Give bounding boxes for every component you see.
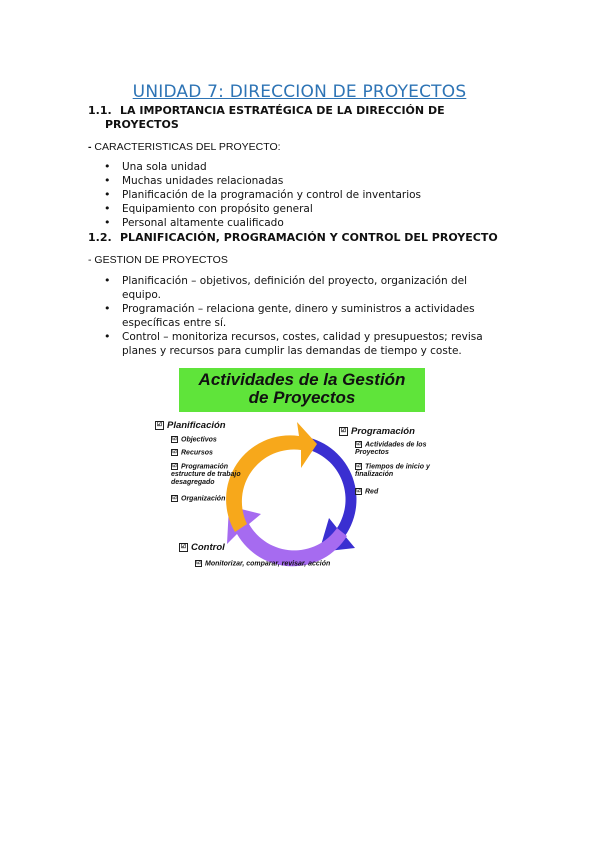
control-item: ☑ Monitorizar, comparar, revisar, acción <box>196 560 331 568</box>
label-text: CARACTERISTICAS DEL PROYECTO: <box>94 141 281 153</box>
management-list <box>104 274 504 358</box>
section-heading-1-2 <box>88 231 498 245</box>
list-item: • Una sola unidad <box>104 160 504 174</box>
checkbox-icon: ☑ <box>172 449 177 455</box>
planificacion-item: ☑ Programación estructure de trabajo desagregado <box>171 463 241 487</box>
control-label: ☑ Control <box>180 542 225 553</box>
characteristics-list <box>104 160 504 230</box>
section-number: 1.1. <box>88 104 112 117</box>
programacion-item: ☑ Tiempos de inicio y finalización <box>355 463 430 479</box>
list-item: • Personal altamente cualificado <box>104 216 504 230</box>
checkbox-icon: ☑ <box>172 463 177 469</box>
checkbox-icon: ☑ <box>172 495 177 501</box>
planificacion-item: ☑ Objectivos <box>172 436 217 444</box>
section-title: LA IMPORTANCIA ESTRATÉGICA DE LA DIRECCIÓN DE <box>120 104 445 117</box>
section-number: 1.2. <box>88 231 112 244</box>
project-management-diagram <box>151 364 447 576</box>
checkbox-icon: ☑ <box>356 488 361 494</box>
list-item: • Muchas unidades relacionadas <box>104 174 504 188</box>
diagram-title-line2: de Proyectos <box>248 388 356 407</box>
list-item: • Programación – relaciona gente, dinero y suministros a actividades específicas entre sí. <box>104 302 504 330</box>
checkbox-icon: ☑ <box>356 441 361 447</box>
checkbox-icon: ☑ <box>340 427 347 434</box>
management-label: - GESTION DE PROYECTOS <box>88 254 228 266</box>
checkbox-icon: ☑ <box>156 421 163 428</box>
checkbox-icon: ☑ <box>172 436 177 442</box>
section-title-continued: PROYECTOS <box>105 118 179 131</box>
checkbox-icon: ☑ <box>356 463 361 469</box>
checkbox-icon: ☑ <box>196 560 201 566</box>
document-title: UNIDAD 7: DIRECCION DE PROYECTOS <box>132 82 467 102</box>
checkbox-icon: ☑ <box>180 543 187 550</box>
planificacion-label: ☑ Planificación <box>156 420 226 431</box>
list-item: • Control – monitoriza recursos, costes, calidad y presupuestos; revisa planes y recursos para cumplir las demandas de tiempo y coste. <box>104 330 504 358</box>
label-dash: - <box>88 141 95 153</box>
programacion-item: ☑ Actividades de los Proyectos <box>355 441 427 457</box>
planificacion-item: ☑ Recursos <box>172 449 213 457</box>
programacion-label: ☑ Programación <box>340 426 415 437</box>
list-item: • Planificación de la programación y control de inventarios <box>104 188 504 202</box>
list-item: • Equipamiento con propósito general <box>104 202 504 216</box>
programacion-item: ☑ Red <box>356 488 379 496</box>
section-heading-1-1 <box>88 104 445 132</box>
characteristics-label <box>88 140 281 154</box>
section-title: PLANIFICACIÓN, PROGRAMACIÓN Y CONTROL DEL PROYECTO <box>120 231 498 244</box>
list-item: • Planificación – objetivos, definición del proyecto, organización del equipo. <box>104 274 504 302</box>
planificacion-item: ☑ Organización <box>172 495 226 503</box>
diagram-title-line1: Actividades de la Gestión <box>198 370 406 389</box>
